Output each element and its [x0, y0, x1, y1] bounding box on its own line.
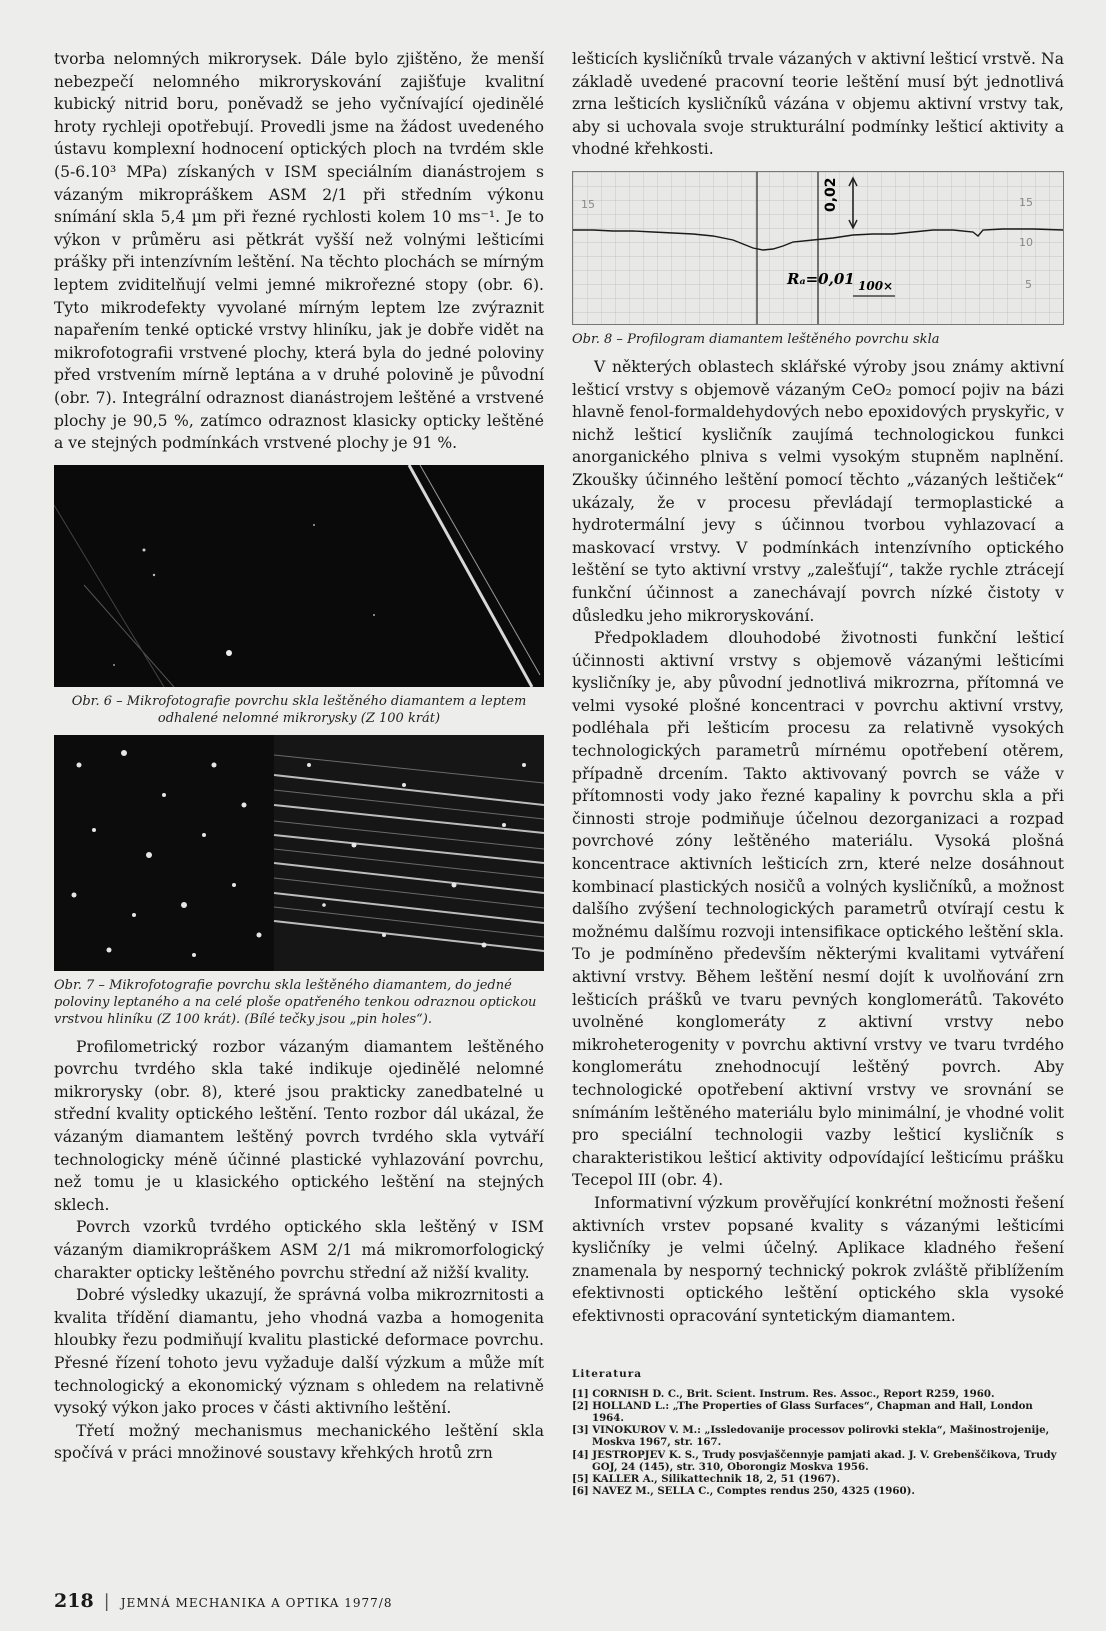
- profilogram-tick: 5: [1025, 277, 1032, 291]
- page-number: 218: [54, 1590, 94, 1612]
- left-paragraph-1: tvorba nelomných mikrorysek. Dále bylo zjištěno, že menší nebezpečí nelomného mikroryskování zajišťuje kvalitní kubický nitrid boru, poněvadž se jeho vyčnívající ojedinělé hroty rychleji opotřebují. Provedli jsme na žádost uvedeného ústavu komplexní hodnocení optických ploch na tvrdém skle (5-6.10³ MPa) získaných v ISM speciálním dianástrojem s vázaným mikropráškem ASM 2/1 při středním výkonu snímání skla 5,4 µm při řezné rychlosti kolem 10 ms⁻¹. Je to výkon v průměru asi pětkrát vyšší než volnými lešticími prášky při intenzívním leštění. Na těchto plochách se mírným leptem zviditelňují velmi jemné mikrořezné stopy (obr. 6). Tyto mikrodefekty vyvolané mírným leptem lze zvýraznit napařením tenké optické vrstvy hliníku, jak je dobře vidět na mikrofotografii vrstvené plochy, která byla do jedné poloviny před vrstvením mírně leptána a v druhé polovině je původní (obr. 7). Integrální odraznost dianástrojem leštěné a vrstvené plochy je 90,5 %, zatímco odraznost klasicky opticky leštěné a ve stejných podmínkách vrstvené plochy je 91 %.: [54, 50, 544, 453]
- references-list: [572, 1388, 1064, 1498]
- left-column: [54, 48, 544, 1465]
- figure-7-image: [54, 735, 544, 971]
- right-column: [572, 48, 1064, 1497]
- figure-8-profilogram: [572, 171, 1064, 325]
- reference-item: [2] HOLLAND L.: „The Properties of Glass Surfaces“, Chapman and Hall, London 1964.: [572, 1399, 1033, 1424]
- right-paragraph-2: V některých oblastech sklářské výroby jsou známy aktivní lešticí vrstvy s objemově vázaným CeO₂ pomocí pojiv na bázi hlavně fenol-formaldehydových nebo epoxidových pryskyřic, v nichž lešticí kysličník zaujímá technologickou funkci anorganického plniva s velmi vysokým stupněm naplnění. Zkoušky účinného leštění pomocí těchto „vázaných leštiček“ ukázaly, že v procesu převládají termoplastické a hydrotermální jevy s účinnou tvorbou vyhlazovací a maskovací vrstvy. V podmínkách intenzívního optického leštění se tyto aktivní vrstvy „zalešťují“, takže rychle ztrácejí funkční účinnost a zanechávají povrch nízké čistoty v důsledku jeho mikroryskování.: [572, 357, 1064, 625]
- journal-name: JEMNÁ MECHANIKA A OPTIKA 1977/8: [120, 1596, 393, 1610]
- footer-separator: |: [103, 1591, 111, 1612]
- figure-6-caption: Obr. 6 – Mikrofotografie povrchu skla leštěného diamantem a leptem odhalené nelomné mikrorysky (Z 100 krát): [71, 693, 527, 726]
- left-paragraph-3: Povrch vzorků tvrdého optického skla leštěný v ISM vázaným diamikropráškem ASM 2/1 má mikromorfologický charakter opticky leštěného povrchu střední až nižší kvality.: [54, 1218, 544, 1282]
- reference-item: [5] KALLER A., Silikattechnik 18, 2, 51 (1967).: [572, 1472, 840, 1485]
- profilogram-tick: 15: [1019, 195, 1033, 209]
- profilogram-tick: 10: [1019, 235, 1033, 249]
- figure-7-caption: Obr. 7 – Mikrofotografie povrchu skla leštěného diamantem, do jedné poloviny leptaného a na celé ploše opatřeného tenkou odraznou optickou vrstvou hliníku (Z 100 krát). (Bílé tečky jsou „pin holes“).: [54, 977, 537, 1027]
- profilogram-horizontal-scale: 100×: [858, 278, 894, 293]
- reference-item: [6] NAVEZ M., SELLA C., Comptes rendus 250, 4325 (1960).: [572, 1485, 915, 1498]
- right-paragraph-3: Předpokladem dlouhodobé životnosti funkční lešticí účinnosti aktivní vrstvy s objemově vázanými lešticími kysličníky je, aby původní jednotlivá mikrozrna, přítomná ve velmi vysoké plošné koncentraci v povrchu aktivní vrstvy, podléhala při lešticím procesu za relativně vysokých technologických parametrů mírnému opotřebení otěrem, případně drcením. Takto aktivovaný povrch se váže v přítomnosti vody jako řezné kapaliny k povrchu skla a při činnosti stroje podmiňuje účelnou dezorganizaci a rozpad povrchové zóny leštěného materiálu. Vysoká plošná koncentrace aktivních lešticích zrn, které nelze dosáhnout kombinací plastických nosičů a volných kysličníků, a možnost dalšího zvýšení technologických parametrů otvírají cestu k možnému dalšímu rozvoji intensifikace optického leštění skla. To je podmíněno především některými kvalitami vytváření aktivní vrstvy. Během leštění nesmí dojít k uvolňování zrn lešticích prášků ve tvaru pevných konglomerátů. Takovéto uvolněné konglomeráty z aktivní vrstvy nebo mikroheterogenity v povrchu aktivní vrstvy ve tvaru tvrdého konglomerátu znehodnocují leštěný povrch. Aby technologické opotřebení aktivní vrstvy ve srovnání se snímáním leštěného materiálu bylo minimální, je vhodné volit pro speciální technologii vazby lešticí kysličník s charakteristikou lešticí aktivity odpovídající lešticímu prášku Tecepol III (obr. 4).: [572, 629, 1064, 1190]
- right-paragraph-4: Informativní výzkum prověřující konkrétní možnosti řešení aktivních vrstev popsané kvality s vázanými lešticími kysličníky je velmi účelný. Aplikace kladného řešení znamenala by nesporný technický pokrok zvláště přiblížením efektivnosti optického leštění optického skla vysoké efektivnosti opracování syntetickým diamantem.: [572, 1193, 1064, 1325]
- page-footer: [54, 1590, 392, 1612]
- reference-item: [3] VINOKUROV V. M.: „Issledovanije processov polirovki stekla“, Mašinostrojenije, Moskva 1967, str. 167.: [572, 1424, 1050, 1449]
- profilogram-tick: 15: [581, 197, 595, 211]
- literature-heading: Literatura: [572, 1367, 643, 1380]
- profilogram-vertical-scale: 0,02: [823, 177, 839, 212]
- reference-item: [4] JESTROPJEV K. S., Trudy posvjaščennyje pamjati akad. J. V. Grebenščikova, Trudy GOJ, 24 (145), str. 310, Oborongiz Moskva 1956.: [572, 1448, 1057, 1473]
- profilogram-ra-label: Rₐ=0,01: [787, 269, 855, 288]
- left-paragraph-2: Profilometrický rozbor vázaným diamantem leštěného povrchu tvrdého skla také indikuje ojedinělé nelomné mikrorysky (obr. 8), které jsou prakticky zanedbatelné u střední kvality optického leštění. Tento rozbor dál ukázal, že vázaným diamantem leštěný povrch tvrdého skla vytváří technologicky méně účinné plastické vyhlazování povrchu, než tomu je u klasického optického leštění na stejných sklech.: [54, 1037, 544, 1214]
- reference-item: [1] CORNISH D. C., Brit. Scient. Instrum. Res. Assoc., Report R259, 1960.: [572, 1387, 995, 1400]
- figure-8-caption: Obr. 8 – Profilogram diamantem leštěného povrchu skla: [572, 331, 940, 347]
- figure-6-image: [54, 465, 544, 687]
- figure-7-micrograph: [54, 735, 544, 971]
- right-paragraph-1: lešticích kysličníků trvale vázaných v aktivní lešticí vrstvě. Na základě uvedené pracovní teorie leštění musí být jednotlivá zrna lešticích kysličníků vázána v objemu aktivní vrstvy tak, aby si uchovala svoje strukturální podmínky lešticí aktivity a vhodné křehkosti.: [572, 50, 1064, 159]
- left-paragraph-4: Dobré výsledky ukazují, že správná volba mikrozrnitosti a kvalita třídění diamantu, jeho vhodná vazba a homogenita hloubky řezu podmiňují kvalitu plastické deformace povrchu. Přesné řízení tohoto jevu vyžaduje další výzkum a může mít technologický a ekonomický význam s ohledem na relativně vysoký výkon jako proces v části aktivního leštění.: [54, 1286, 544, 1418]
- profilogram-chart: [573, 172, 1063, 324]
- figure-6-micrograph: [54, 465, 544, 687]
- left-paragraph-5: Třetí možný mechanismus mechanického leštění skla spočívá v práci množinové soustavy křehkých hrotů zrn: [54, 1421, 544, 1463]
